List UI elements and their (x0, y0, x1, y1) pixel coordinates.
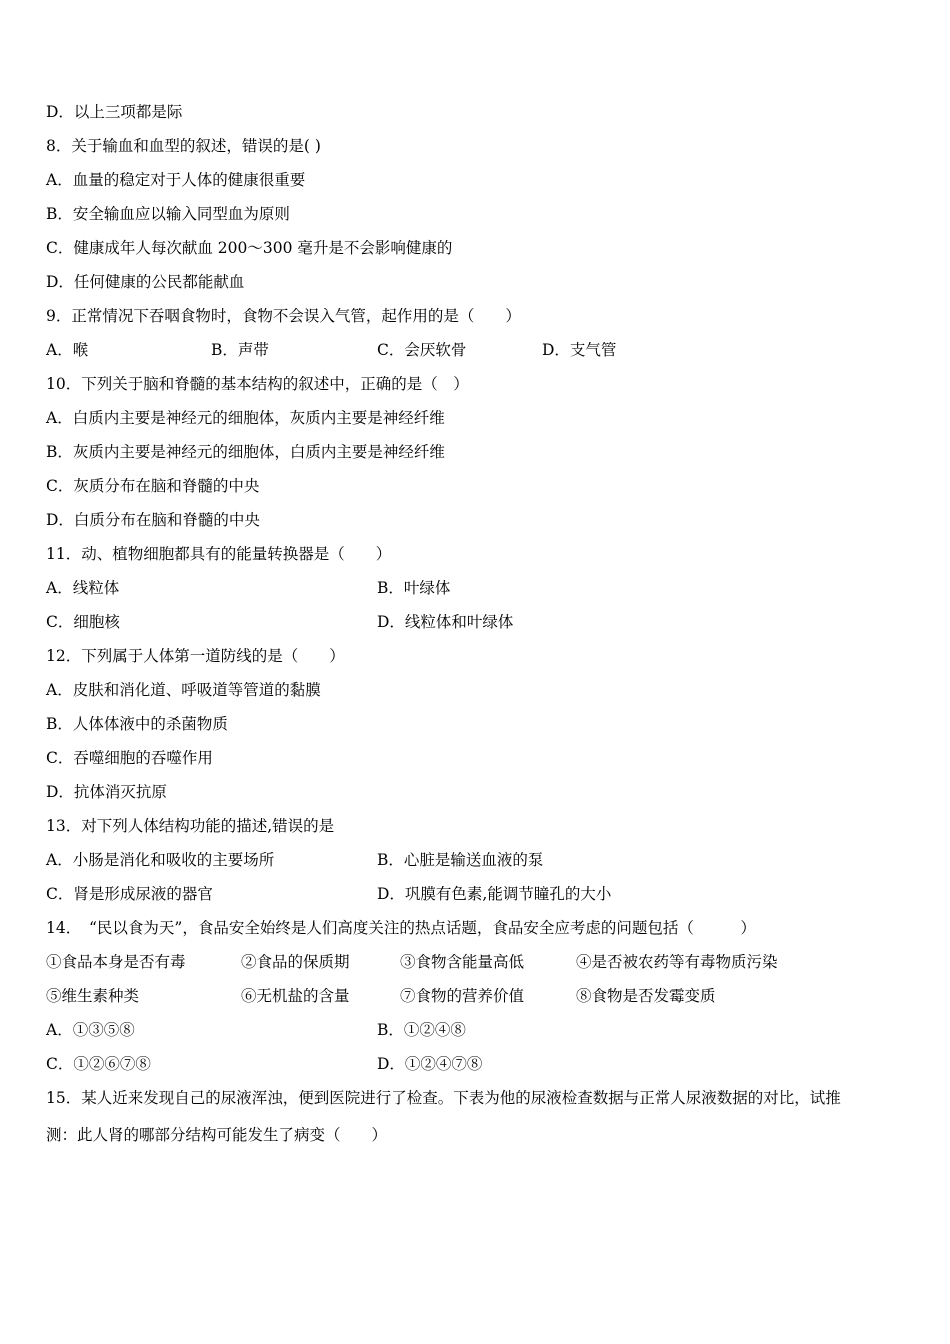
q11-option-a: A．线粒体 (46, 579, 120, 597)
q9-option-a: A．喉 (46, 341, 89, 359)
q8-option-b: B．安全输血应以输入同型血为原则 (46, 205, 290, 223)
question-13-stem: 13．对下列人体结构功能的描述,错误的是 (46, 817, 335, 835)
q13-option-c: C．肾是形成尿液的器官 (46, 885, 213, 903)
q14-statement-1: ①食品本身是否有毒 (46, 953, 186, 971)
q11-option-b: B．叶绿体 (377, 579, 451, 597)
q10-option-c: C．灰质分布在脑和脊髓的中央 (46, 477, 260, 495)
q10-option-a: A．白质内主要是神经元的细胞体，灰质内主要是神经纤维 (46, 409, 445, 427)
question-15-stem-line1: 15．某人近来发现自己的尿液浑浊，便到医院进行了检查。下表为他的尿液检查数据与正常人尿液数据的对比，试推 (46, 1089, 841, 1107)
question-11-stem: 11．动、植物细胞都具有的能量转换器是（ ） (46, 545, 392, 563)
q9-option-c: C．会厌软骨 (377, 341, 467, 359)
q11-option-d: D．线粒体和叶绿体 (377, 613, 514, 631)
q11-option-c: C．细胞核 (46, 613, 120, 631)
q14-statement-6: ⑥无机盐的含量 (241, 987, 350, 1005)
q14-statement-5: ⑤维生素种类 (46, 987, 140, 1005)
q14-statement-8: ⑧食物是否发霉变质 (576, 987, 716, 1005)
question-9-stem: 9．正常情况下吞咽食物时，食物不会误入气管，起作用的是（ ） (46, 307, 521, 325)
q10-option-b: B．灰质内主要是神经元的细胞体，白质内主要是神经纤维 (46, 443, 445, 461)
question-12-stem: 12．下列属于人体第一道防线的是（ ） (46, 647, 345, 665)
q12-option-a: A．皮肤和消化道、呼吸道等管道的黏膜 (46, 681, 321, 699)
q9-option-b: B．声带 (211, 341, 269, 359)
q12-option-d: D．抗体消灭抗原 (46, 783, 167, 801)
q14-statement-7: ⑦食物的营养价值 (400, 987, 525, 1005)
q8-option-a: A．血量的稳定对于人体的健康很重要 (46, 171, 306, 189)
question-8-stem: 8．关于输血和血型的叙述，错误的是( ) (46, 137, 321, 155)
question-14-stem: 14． “民以食为天”，食品安全始终是人们高度关注的热点话题，食品安全应考虑的问题包括（ ） (46, 919, 756, 937)
q12-option-b: B．人体体液中的杀菌物质 (46, 715, 228, 733)
q14-statement-3: ③食物含能量高低 (400, 953, 525, 971)
q10-option-d: D．白质分布在脑和脊髓的中央 (46, 511, 260, 529)
q14-option-b: B．①②④⑧ (377, 1021, 466, 1039)
q13-option-d: D．巩膜有色素,能调节瞳孔的大小 (377, 885, 612, 903)
option-d-prev: D．以上三项都是际 (46, 103, 183, 121)
q8-option-c: C．健康成年人每次献血 200～300 毫升是不会影响健康的 (46, 239, 453, 257)
q14-statement-2: ②食品的保质期 (241, 953, 350, 971)
q12-option-c: C．吞噬细胞的吞噬作用 (46, 749, 213, 767)
q8-option-d: D．任何健康的公民都能献血 (46, 273, 245, 291)
question-10-stem: 10．下列关于脑和脊髓的基本结构的叙述中，正确的是（ ） (46, 375, 469, 393)
q9-option-d: D．支气管 (542, 341, 617, 359)
q13-option-b: B．心脏是输送血液的泵 (377, 851, 544, 869)
q14-statement-4: ④是否被农药等有毒物质污染 (576, 953, 778, 971)
question-15-stem-line2: 测：此人肾的哪部分结构可能发生了病变（ ） (46, 1126, 388, 1144)
q14-option-c: C．①②⑥⑦⑧ (46, 1055, 151, 1073)
q14-option-a: A．①③⑤⑧ (46, 1021, 135, 1039)
q13-option-a: A．小肠是消化和吸收的主要场所 (46, 851, 275, 869)
q14-option-d: D．①②④⑦⑧ (377, 1055, 483, 1073)
